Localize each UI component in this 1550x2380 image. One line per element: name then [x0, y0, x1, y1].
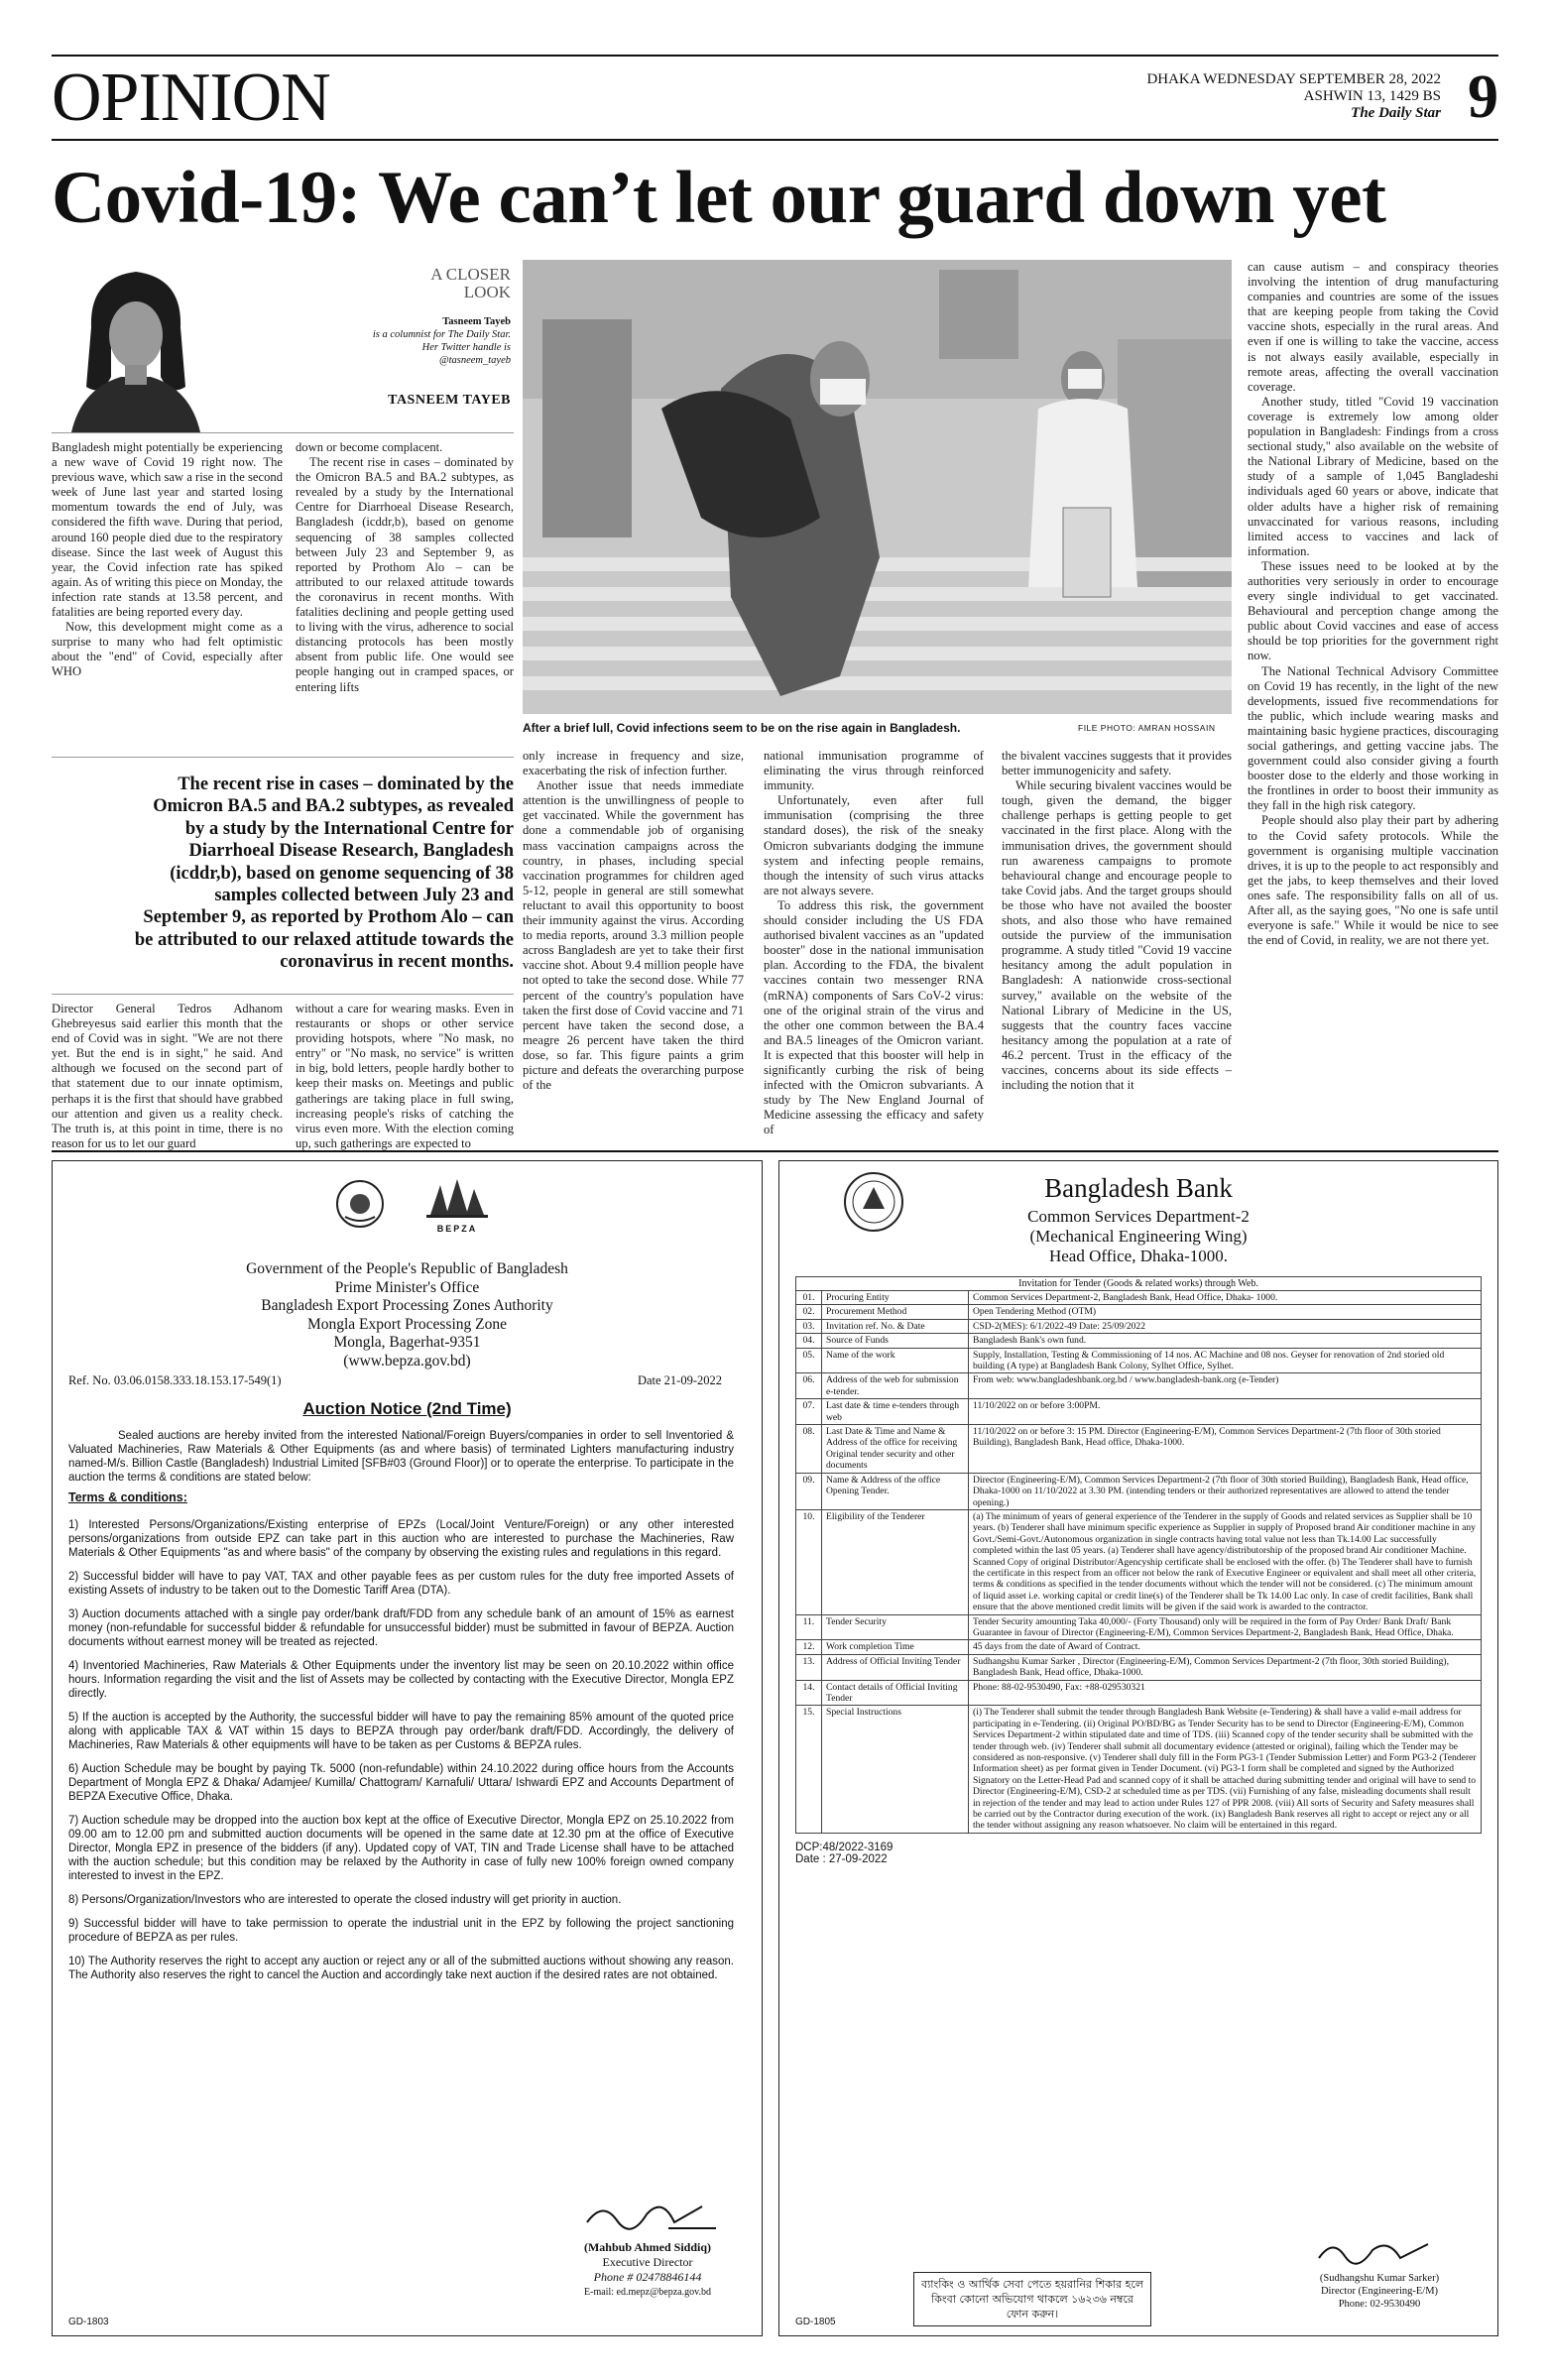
bangladesh-bank-tender-ad: [778, 1160, 1498, 2336]
signatory-name: (Sudhangshu Kumar Sarker): [1319, 2273, 1440, 2284]
tender-row-value: Sudhangshu Kumar Sarker , Director (Engineering-E/M), Common Services Department-2 (7th floor, 30th storied Building), Bangladesh Bank, Head office, Dhaka-1000.: [969, 1654, 1482, 1680]
tender-row: [796, 1614, 1482, 1640]
body-column: [523, 749, 744, 1140]
author-bio-line: @tasneem_tayeb: [438, 355, 511, 366]
tender-row-label: Eligibility of the Tenderer: [822, 1509, 969, 1614]
tender-row-value: Supply, Installation, Testing & Commissioning of 14 nos. AC Machine and 08 nos. Geyser for renovation of 2nd storied old building (A type) at Bangladesh Bank Colony, Sylhet Office, Sylhet.: [969, 1348, 1482, 1373]
tender-row-number: 08.: [796, 1425, 822, 1474]
tender-row-value: Director (Engineering-E/M), Common Services Department-2 (7th floor of 30th storied Building), Bangladesh Bank, Head office, Dhaka-1000 on 11/10/2022 at 3.30 PM. (intending tenders or their authorized representatives are allowed to attend the tender opening.): [969, 1473, 1482, 1509]
signature-scribble-icon: [583, 2193, 722, 2237]
edition-date: DHAKA WEDNESDAY SEPTEMBER 28, 2022: [1146, 71, 1441, 87]
header-line: Mongla, Bagerhat-9351: [333, 1334, 481, 1351]
tender-row-number: 11.: [796, 1614, 822, 1640]
tender-row-value: Common Services Department-2, Bangladesh Bank, Head Office, Dhaka- 1000.: [969, 1291, 1482, 1305]
tender-table-wrap: [795, 1276, 1482, 2357]
tender-row-number: 12.: [796, 1640, 822, 1654]
tender-row: [796, 1640, 1482, 1654]
author-bio-line: Her Twitter handle is: [421, 342, 511, 353]
tender-row-number: 07.: [796, 1399, 822, 1425]
body-paragraph: The recent rise in cases – dominated by the Omicron BA.5 and BA.2 subtypes, as revealed by a study by the International Centre for Diarrhoeal Disease Research, Bangladesh (icddr,b), based on genome sequencing of 38 samples collected between July 23 and September 9, as reported by Prothom Alo – can be attributed to our relaxed attitude towards the coronavirus in recent months. With fatalities declining and people getting used to living with the virus, adherence to social distancing protocols has been mostly absent from public life. One would see people hanging out in cramped spaces, or entering lifts: [296, 455, 514, 694]
tender-row-label: Address of Official Inviting Tender: [822, 1654, 969, 1680]
bepza-logo-text: BEPZA: [436, 1224, 478, 1234]
tender-row: [796, 1425, 1482, 1474]
dcp-date: Date : 27-09-2022: [795, 1852, 888, 1865]
body-paragraph: the bivalent vaccines suggests that it provides better immunogenicity and safety.: [1002, 749, 1232, 778]
tender-row-label: Special Instructions: [822, 1706, 969, 1833]
header-line: Mongla Export Processing Zone: [306, 1315, 508, 1333]
term-item: 7) Auction schedule may be dropped into the auction box kept at the office of Executive Director, Mongla EPZ on 25.10.2022 from 09.00 am to 12.00 pm and submitted auction documents will be opened in the same date at 12.30 pm at the office of Executive Director, Mongla EPZ in presence of the bidders (if any). Updated copy of VAT, TIN and Trade License shall have to be attached with the auction schedule; but this condition may be relaxed by the Authority in case of fully new 100% foreign owned company interested to invest in the EPZ.: [68, 1815, 734, 1882]
tender-row-label: Last date & time e-tenders through web: [822, 1399, 969, 1425]
body-column: [52, 1002, 283, 1150]
author-bio-name: Tasneem Tayeb: [442, 316, 511, 327]
ad-code: GD-1805: [795, 2317, 836, 2327]
notice-date: Date 21-09-2022: [637, 1373, 722, 1387]
tender-row: [796, 1509, 1482, 1614]
tender-row-value: (i) The Tenderer shall submit the tender through Bangladesh Bank Website (e-Tendering) & shall have a valid e-mail address for participating in e-Tendering. (ii) Original PO/BD/BG as Tender Security has to be send to Director (Engineering-E/M), Common Services Department-2 within stipulated date and time of TDS. (iii) Scanned copy of the tender security shall be submitted with the tender through web. (iv) Tenderer shall submit all documentary evidence (attested or original), failing which the Tender may be considered as non-responsive. (v) Tenderer shall duly fill in the Form PG3-1 (Tender Submission Letter) and Form PG3-2 (Tenderer Information sheet) as per format given in Tender Document. (vi) PG3-1 form shall be completed and signed by the Authorized Signatory on the Letter-Head Pad and scanned copy of it shall be attached during submitting tender and original will have to send to Director (Engineering-E/M), CSD-2 at scheduled time as per TDS. (vii) Furnishing of any false, misleading documents shall result in rejection of the tender and may lead to action under Rules 127 of PPR 2008. (viii) All sorts of Security and Safety measures shall be carried out by the Contractor during execution of the work. (ix) Bangladesh Bank reserves all right to accept or reject any or all the tender without assigning any reason whatsoever. No claim will be entertained in this regard.: [969, 1706, 1482, 1833]
masthead-meta: [1146, 71, 1441, 122]
tender-row-label: Work completion Time: [822, 1640, 969, 1654]
tender-row-number: 02.: [796, 1305, 822, 1319]
signatory-phone: Phone: 02-9530490: [1338, 2299, 1421, 2310]
body-paragraph: Unfortunately, even after full immunisation (comprising the three standard doses), the risk of the sneaky Omicron subvariants dodging the immune system and infecting people remains, though the intensity of such virus attacks are not always severe.: [764, 793, 984, 897]
tender-row-label: Invitation ref. No. & Date: [822, 1319, 969, 1333]
bepza-signature: [548, 2240, 747, 2300]
body-paragraph: Another study, titled "Covid 19 vaccination coverage is extremely low among older population in Bangladesh: Findings from a cross sectional study," also available on the website of the National Library of Medicine, based on the study of a sample of 1,045 Bangladeshi individuals aged 60 years or above, indicate that older adults have a higher risk of remaining unvaccinated for various reasons, including limited access to vaccines and lack of information.: [1248, 394, 1498, 558]
subtitle-line: Common Services Department-2: [1027, 1207, 1250, 1226]
terms-list: [68, 1518, 734, 1992]
photo-credit: FILE PHOTO: AMRAN HOSSAIN: [1078, 723, 1216, 733]
tender-row: [796, 1373, 1482, 1399]
term-item: 5) If the auction is accepted by the Authority, the successful bidder will have to pay the remaining 85% amount of the quoted price along with applicable TAX & VAT within 15 days to BEPZA through pay order/bank draft/FDD. Accordingly, the delivery of Machineries, Raw Materials & other equipments will have to be taken as per Customs & BEPZA rules.: [68, 1712, 734, 1751]
tender-row-number: 01.: [796, 1291, 822, 1305]
tender-row-number: 15.: [796, 1706, 822, 1833]
pullquote-rule: [52, 757, 514, 758]
byline-rule: [52, 432, 514, 433]
bank-title: Bangladesh Bank: [1044, 1173, 1233, 1203]
signature-scribble-icon: [1315, 2232, 1434, 2272]
tender-row: [796, 1680, 1482, 1706]
tender-row-label: Contact details of Official Inviting Tender: [822, 1680, 969, 1706]
author-bio-line: is a columnist for The Daily Star.: [372, 329, 511, 340]
bepza-header: [53, 1260, 762, 1370]
tender-row: [796, 1348, 1482, 1373]
tender-row-value: 11/10/2022 on or before 3: 15 PM. Director (Engineering-E/M), Common Services Department-2 (7th floor of 30th storied Building), Bangladesh Bank, Head office, Dhaka-1000.: [969, 1425, 1482, 1474]
body-paragraph: People should also play their part by adhering to the Covid safety protocols. While the government is organising multiple vaccination drives, it is up to the people to act responsibly and get the jabs, to keep themselves and their loved ones safe. The responsibility falls on all of us. After all, as the saying goes, "No one is safe until everyone is safe." While it would be nice to see the end of Covid, in reality, we are not there yet.: [1248, 813, 1498, 948]
body-column: [1002, 749, 1232, 1140]
photo-caption: After a brief lull, Covid infections seem to be on the rise again in Bangladesh.: [523, 721, 961, 735]
terms-title: Terms & conditions:: [68, 1490, 187, 1504]
tender-table-title: Invitation for Tender (Goods & related works) through Web.: [795, 1276, 1482, 1290]
header-line: Prime Minister's Office: [334, 1278, 480, 1296]
column-name: A CLOSER LOOK: [430, 265, 511, 301]
bank-subtitle: [779, 1207, 1497, 1266]
bepza-auction-ad: [52, 1160, 763, 2336]
tender-row-value: 45 days from the date of Award of Contract.: [969, 1640, 1482, 1654]
author-photo: [52, 258, 220, 432]
term-item: 8) Persons/Organization/Investors who are interested to operate the closed industry will get priority in auction.: [68, 1894, 622, 1906]
tender-table: [795, 1290, 1482, 1834]
subtitle-line: (Mechanical Engineering Wing): [1029, 1227, 1248, 1246]
term-item: 9) Successful bidder will have to take permission to operate the industrial unit in the EPZ by following the project sanctioning procedure of BEPZA as per rules.: [68, 1918, 734, 1944]
tender-row-label: Name of the work: [822, 1348, 969, 1373]
tender-row-number: 14.: [796, 1680, 822, 1706]
term-item: 3) Auction documents attached with a single pay order/bank draft/FDD from any schedule bank of an amount of 15% as earnest money (non-refundable for successful bidder & refundable for unsuccessful bidder) must be submitted in favour of BEPZA. Auction documents without earnest money will be treated as rejected.: [68, 1608, 734, 1648]
signatory-name: (Mahbub Ahmed Siddiq): [583, 2240, 712, 2254]
auction-title: Auction Notice (2nd Time): [302, 1399, 512, 1418]
body-paragraph: Director General Tedros Adhanom Ghebreyesus said earlier this month that the end of Covid was in sight. "We are not there yet. But the end is in sight," he said. And although we focused on the second part of that statement due to our innate optimism, perhaps it is the first that should have grabbed our attention and given us a reality check. The truth is, at this point in time, there is no reason for us to let our guard: [52, 1002, 283, 1150]
subtitle-line: Head Office, Dhaka-1000.: [1048, 1247, 1228, 1265]
bank-signature: [1275, 2272, 1484, 2311]
masthead-rule: [52, 139, 1498, 141]
body-paragraph: can cause autism – and conspiracy theories involving the intention of drug manufacturing companies and countries are some of the issues that are keeping people from taking the Covid vaccine shots, especially in the rural areas. And even if one is willing to take the vaccine, access is not always easily available, especially in remote areas, affecting the overall vaccination coverage.: [1248, 260, 1498, 394]
term-item: 4) Inventoried Machineries, Raw Materials & Other Equipments under the inventory list may be seen on 20.10.2022 within office hours. Information regarding the visit and the list of Assets may be collected by contacting with the Executive Director, Mongla EPZ directly.: [68, 1660, 734, 1700]
body-paragraph: without a care for wearing masks. Even in restaurants or shops or other service providing hotspots, where "No mask, no entry" or "No mask, no service" is written in big, bold letters, people hardly bother to keep their masks on. Meetings and public gatherings are taking place in full swing, increasing people's risks of catching the virus even more. With the election coming up, such gatherings are expected to: [296, 1002, 514, 1150]
tender-row-value: Bangladesh Bank's own fund.: [969, 1334, 1482, 1348]
tender-row-number: 09.: [796, 1473, 822, 1509]
ref-number: Ref. No. 03.06.0158.333.18.153.17-549(1): [68, 1373, 282, 1387]
pull-quote: The recent rise in cases – dominated by the Omicron BA.5 and BA.2 subtypes, as revealed by a study by the International Centre for Diarrhoeal Disease Research, Bangladesh (icddr,b), based on genome sequencing of 38 samples collected between July 23 and September 9, as reported by Prothom Alo – can be attributed to our relaxed attitude towards the coronavirus in recent months.: [134, 774, 514, 973]
tender-row-value: Phone: 88-02-9530490, Fax: +88-029530321: [969, 1680, 1482, 1706]
tender-row-number: 03.: [796, 1319, 822, 1333]
body-paragraph: national immunisation programme of eliminating the virus through reinforced immunity.: [764, 749, 984, 793]
body-paragraph: These issues need to be looked at by the authorities very seriously in order to encourage every single individual to get vaccinated. Behavioural and perception change among the public about Covid vaccines and ease of access should be top priorities for the government right now.: [1248, 558, 1498, 663]
tender-row: [796, 1473, 1482, 1509]
bepza-website-link[interactable]: (www.bepza.gov.bd): [343, 1352, 471, 1369]
bangladesh-emblem-icon: [335, 1179, 385, 1229]
body-paragraph: Another issue that needs immediate attention is the unwillingness of people to get vaccinated. While the government has done a commendable job of organising mass vaccination campaigns across the country, in phases, including special vaccination programmes for children aged 5-12, people in general are still somewhat reluctant to avail this opportunity to boost their immunity against the virus. According to media reports, around 3.3 million people across Bangladesh are yet to take their first vaccine shot. About 9.4 million people have not opted to take the second dose. While 77 percent of the country's population have taken the first dose of Covid vaccine and 71 percent have taken the second dose, a meagre 26 percent have taken the third dose, so far. This figure paints a grim picture and defeats the overarching purpose of the: [523, 778, 744, 1093]
tender-row-number: 04.: [796, 1334, 822, 1348]
headline: Covid-19: We can’t let our guard down yet: [52, 157, 1386, 239]
header-line: Bangladesh Export Processing Zones Authority: [261, 1297, 553, 1314]
complaint-notice: ব্যাংকিং ও আর্থিক সেবা পেতে হয়রানির শিকার হলে কিংবা কোনো অভিযোগ থাকলে ১৬২৩৬ নম্বরে ফোন করুন।: [913, 2272, 1151, 2326]
tender-row-label: Last Date & Time and Name & Address of the office for receiving Original tender security and other documents: [822, 1425, 969, 1474]
tender-row: [796, 1334, 1482, 1348]
tender-row-value: From web: www.bangladeshbank.org.bd / www.bangladesh-bank.org (e-Tender): [969, 1373, 1482, 1399]
tender-row-number: 06.: [796, 1373, 822, 1399]
auction-intro: Sealed auctions are hereby invited from the interested National/Foreign Buyers/companies in order to sell Inventoried & Valuated Machineries, Raw Materials & Other Equipments (as and where basis) of terminated Lighters manufacturing industry named-M/s. Billion Castle (Bangladesh) Industrial Limited [SFB#03 (Ground Floor)] or to operate the enterprise. To participate in the auction the terms & conditions are stated below:: [68, 1430, 734, 1484]
section-title: OPINION: [52, 60, 330, 136]
top-rule: [52, 55, 1498, 57]
body-paragraph: To address this risk, the government should consider including the US FDA authorised bivalent vaccines as an "updated booster" dose in the national immunisation plan. According to the FDA, the bivalent vaccines contain two messenger RNA (mRNA) components of Sars CoV-2 virus: one of the original strain of the virus and the other one common between the BA.4 and BA.5 lineages of the Omicron variant. It is expected that this booster will help in significantly curbing the risk of being infected with the Omicron subvariants. A study by The New England Journal of Medicine assessing the efficacy and safety of: [764, 897, 984, 1137]
dcp-number: DCP:48/2022-3169: [795, 1841, 894, 1853]
lead-photo: [523, 260, 1232, 714]
signatory-title: Director (Engineering-E/M): [1320, 2286, 1439, 2297]
bepza-logo-icon: [424, 1175, 490, 1235]
tender-row: [796, 1291, 1482, 1305]
tender-row-value: Open Tendering Method (OTM): [969, 1305, 1482, 1319]
tender-row-number: 10.: [796, 1509, 822, 1614]
header-line: Government of the People's Republic of Bangladesh: [246, 1260, 568, 1277]
body-paragraph: While securing bivalent vaccines would be tough, given the demand, the bigger challenge perhaps is getting people to get vaccinated in the first place. Along with the immunisation drives, the government should run awareness campaigns to promote behavioural change and encourage people to take Covid jabs. And the target groups should be those who have not availed the booster shots, and also those who have remained outside the purview of the immunisation programme. A study titled "Covid 19 vaccine hesitancy among the adult population in Bangladesh: A nationwide cross-sectional survey," available on the website of the National Library of Medicine in the US, suggests that the country faces vaccine hesitancy among the population at a rate of 46.2 percent. Trust in the efficacy of the vaccines, concerns about its side effects – including the notion that it: [1002, 778, 1232, 1093]
ad-code: GD-1803: [68, 2317, 109, 2327]
page-number: 9: [1468, 63, 1498, 131]
tender-row-label: Name & Address of the office Opening Tender.: [822, 1473, 969, 1509]
body-column: [764, 749, 984, 1140]
tender-row-value: Tender Security amounting Taka 40,000/- (Forty Thousand) only will be required in the form of Pay Order/ Bank Draft/ Bank Guarantee in favour of Director (Engineering-E/M), Common Services Department-2, Bangladesh Bank, Head Office, Dhaka.: [969, 1614, 1482, 1640]
body-column: [1248, 260, 1498, 1140]
author-bio: [298, 315, 511, 367]
tender-row-label: Tender Security: [822, 1614, 969, 1640]
tender-row-value: CSD-2(MES): 6/1/2022-49 Date: 25/09/2022: [969, 1319, 1482, 1333]
ads-rule: [52, 1150, 1498, 1152]
bangla-date: ASHWIN 13, 1429 BS: [1303, 88, 1441, 104]
paper-name: The Daily Star: [1351, 105, 1441, 121]
body-paragraph: Now, this development might come as a surprise to many who had felt optimistic about the "end" of Covid, especially after WHO: [52, 620, 283, 679]
body-paragraph: The National Technical Advisory Committee on Covid 19 has recently, in the light of the new developments, issued five recommendations for the public, which include wearing masks and maintaining basic hygiene practices, discouraging social gatherings, and getting vaccine jabs. The government could also consider giving a fourth booster dose to the elderly and those working in the frontlines in order to boost their immunity as they fall in the high risk category.: [1248, 663, 1498, 813]
tender-row: [796, 1319, 1482, 1333]
tender-row-number: 05.: [796, 1348, 822, 1373]
tender-row-number: 13.: [796, 1654, 822, 1680]
tender-row: [796, 1706, 1482, 1833]
term-item: 6) Auction Schedule may be bought by paying Tk. 5000 (non-refundable) within 24.10.2022 during office hours from the Accounts Department of Mongla EPZ & Dhaka/ Adamjee/ Kumilla/ Chattogram/ Karnafuli/ Uttara/ Ishwardi EPZ and Accounts Department of BEPZA Executive Office, Dhaka.: [68, 1763, 734, 1803]
body-column: [296, 440, 514, 740]
body-column: [52, 440, 283, 740]
signatory-phone: Phone # 02478846144: [593, 2270, 702, 2284]
term-item: 10) The Authority reserves the right to accept any auction or reject any or all of the submitted auctions without showing any reason. The Authority also reserves the right to cancel the Auction and accordingly take next auction if the desired rates are not obtained.: [68, 1956, 734, 1981]
term-item: 2) Successful bidder will have to pay VAT, TAX and other payable fees as per custom rules for the duty free imported Assets of existing Assets of industry to be taken out to the Domestic Tariff Area (DTA).: [68, 1571, 734, 1597]
pullquote-rule: [52, 994, 514, 995]
body-paragraph: only increase in frequency and size, exacerbating the risk of infection further.: [523, 749, 744, 778]
byline: TASNEEM TAYEB: [388, 393, 511, 408]
tender-row-label: Source of Funds: [822, 1334, 969, 1348]
tender-row-label: Address of the web for submission e-tender.: [822, 1373, 969, 1399]
signatory-email[interactable]: E-mail: ed.mepz@bepza.gov.bd: [584, 2287, 711, 2298]
tender-row-value: 11/10/2022 on or before 3:00PM.: [969, 1399, 1482, 1425]
tender-row-value: (a) The minimum of years of general experience of the Tenderer in the supply of Goods and related services as Supplier shall be 10 years. (b) Tenderer shall have minimum specific experience as Supplier in supply of Proposed brand Air conditioner machine in any Govt./Semi-Govt./Autonomous organization in single contracts having total value not less than Tk.14.00 Lac successfully completed within the last 05 years. (a) Tenderer shall have agency/distributorship of the proposed brand Air conditioner Machine. Scanned Copy of original Distributor/Agencyship certificate shall be enclosed with the offer. (b) The Tenderer shall have to furnish the certificate in this respect from an officer not below the rank of Executive Engineer or equivalent and shall meet all other criteria, terms & conditions as specified in the tender documents without which the tender will not be considered. (c) The minimum amount of liquid asset i.e. working capital or credit line(s) of the Tenderer shall be Tk 14.00 Lac only. In case of credit facilities, Bank shall ensure that the above mentioned credit limits will be given if the said work is awarded to the contractor.: [969, 1509, 1482, 1614]
tender-row: [796, 1305, 1482, 1319]
tender-row: [796, 1399, 1482, 1425]
body-column: [296, 1002, 514, 1150]
tender-row: [796, 1654, 1482, 1680]
tender-row-label: Procuring Entity: [822, 1291, 969, 1305]
term-item: 1) Interested Persons/Organizations/Existing enterprise of EPZs (Local/Joint Venture/Foreign) or any other interested persons/organizations from outside EPZ can take part in this auction who are interested to purchase the Machineries, Raw Materials & Other Equipments "as and where basis" of the company by observing the existing rules and regulations in this regard.: [68, 1519, 734, 1559]
body-paragraph: Bangladesh might potentially be experiencing a new wave of Covid 19 right now. The previous wave, which saw a rise in the second week of June last year and started losing momentum towards the end of July, was considered the fifth wave. During that period, around 160 people died due to the respiratory disease. Since the last week of August this year, the Covid infection rate has spiked again. As of writing this piece on Monday, the infection rate stands at 13.58 percent, and fatalities are being reported every day.: [52, 440, 283, 620]
tender-row-label: Procurement Method: [822, 1305, 969, 1319]
body-paragraph: down or become complacent.: [296, 440, 443, 454]
signatory-title: Executive Director: [602, 2255, 693, 2269]
